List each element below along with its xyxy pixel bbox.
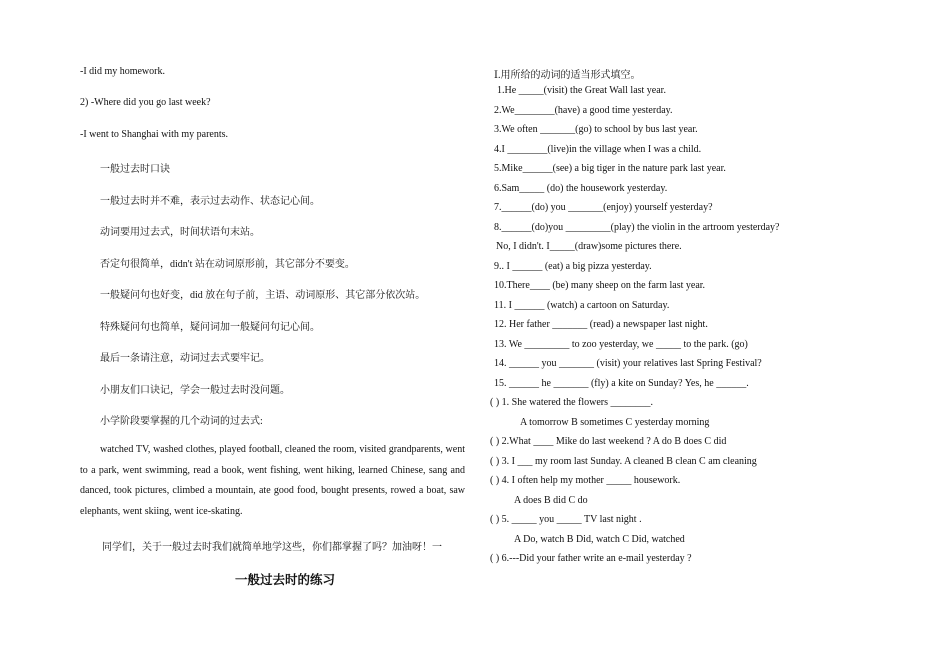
section-title: 一般过去时的练习 <box>235 572 336 587</box>
exercise-item: 6.Sam_____ (do) the housework yesterday. <box>494 183 668 194</box>
verb-list-heading: 小学阶段要掌握的几个动词的过去式: <box>100 416 263 427</box>
exercise-item: 2.We________(have) a good time yesterday. <box>494 105 673 116</box>
rhyme-line: 一般疑问句也好变，did 放在句子前，主语、动词原形、其它部分依次站。 <box>100 290 426 301</box>
rhyme-line: 最后一条请注意，动词过去式要牢记。 <box>100 353 270 364</box>
exercise-item: 5.Mike______(see) a big tiger in the nature park last year. <box>494 163 726 174</box>
dialogue-line: -I did my homework. <box>80 66 165 77</box>
choice-question: ( ) 2.What ____ Mike do last weekend ? A do B does C did <box>490 436 727 447</box>
rhyme-heading: 一般过去时口诀 <box>100 164 170 175</box>
exercise-item: 1.He _____(visit) the Great Wall last year. <box>497 85 666 96</box>
exercise-item: 8.______(do)you _________(play) the violin in the artroom yesterday? <box>494 222 780 233</box>
dialogue-line: -I went to Shanghai with my parents. <box>80 129 229 140</box>
exercise-item-continuation: No, I didn't. I_____(draw)some pictures there. <box>496 241 682 252</box>
closing-note: 同学们，关于一般过去时我们就简单地学这些，你们都掌握了吗？加油呀！一 <box>102 542 442 553</box>
choice-question: ( ) 5. _____ you _____ TV last night . <box>490 514 642 525</box>
exercise-item: 12. Her father _______ (read) a newspaper last night. <box>494 319 708 330</box>
choice-question: ( ) 4. I often help my mother _____ housework. <box>490 475 681 486</box>
dialogue-line: 2) -Where did you go last week? <box>80 97 211 108</box>
exercise-item: 10.There____ (be) many sheep on the farm last year. <box>494 280 706 291</box>
choice-options: A tomorrow B sometimes C yesterday morning <box>520 417 710 428</box>
rhyme-line: 动词要用过去式，时间状语句末站。 <box>100 227 260 238</box>
rhyme-line: 否定句很简单，didn't 站在动词原形前，其它部分不要变。 <box>100 259 355 270</box>
rhyme-line: 小朋友们口诀记，学会一般过去时没问题。 <box>100 385 290 396</box>
exercise-item: 13. We _________ to zoo yesterday, we _____ to the park. (go) <box>494 339 748 350</box>
exercise-item: 7.______(do) you _______(enjoy) yourself yesterday? <box>494 202 713 213</box>
exercise-item: 4.I ________(live)in the village when I was a child. <box>494 144 702 155</box>
choice-question: ( ) 1. She watered the flowers ________. <box>490 397 654 408</box>
choice-options: A does B did C do <box>514 495 588 506</box>
exercise-item: 14. ______ you _______ (visit) your relatives last Spring Festival? <box>494 358 762 369</box>
verb-phrases-paragraph: watched TV, washed clothes, played football, cleaned the room, visited grandparents, went to a park, went swimming, read a book, went fishing, went hiking, learned Chinese, sang and danced, took pictures, climbed a mountain, ate good food, bought presents, rowed a boat, saw elephants, went skiing, went ice-skating. <box>80 444 465 517</box>
exercise-item: 11. I ______ (watch) a cartoon on Saturday. <box>494 300 670 311</box>
choice-question: ( ) 3. I ___ my room last Sunday. A cleaned B clean C am cleaning <box>490 456 757 467</box>
exercise-item: 9.. I ______ (eat) a big pizza yesterday. <box>494 261 652 272</box>
exercise-heading: Ⅰ.用所给的动词的适当形式填空。 <box>494 70 641 81</box>
rhyme-line: 特殊疑问句也简单，疑问词加一般疑问句记心间。 <box>100 322 320 333</box>
choice-options: A Do, watch B Did, watch C Did, watched <box>514 534 685 545</box>
rhyme-line: 一般过去时并不难，表示过去动作、状态记心间。 <box>100 196 320 207</box>
choice-question: ( ) 6.---Did your father write an e-mail yesterday ? <box>490 553 692 564</box>
exercise-item: 3.We often _______(go) to school by bus last year. <box>494 124 698 135</box>
exercise-item: 15. ______ he _______ (fly) a kite on Sunday? Yes, he ______. <box>494 378 749 389</box>
